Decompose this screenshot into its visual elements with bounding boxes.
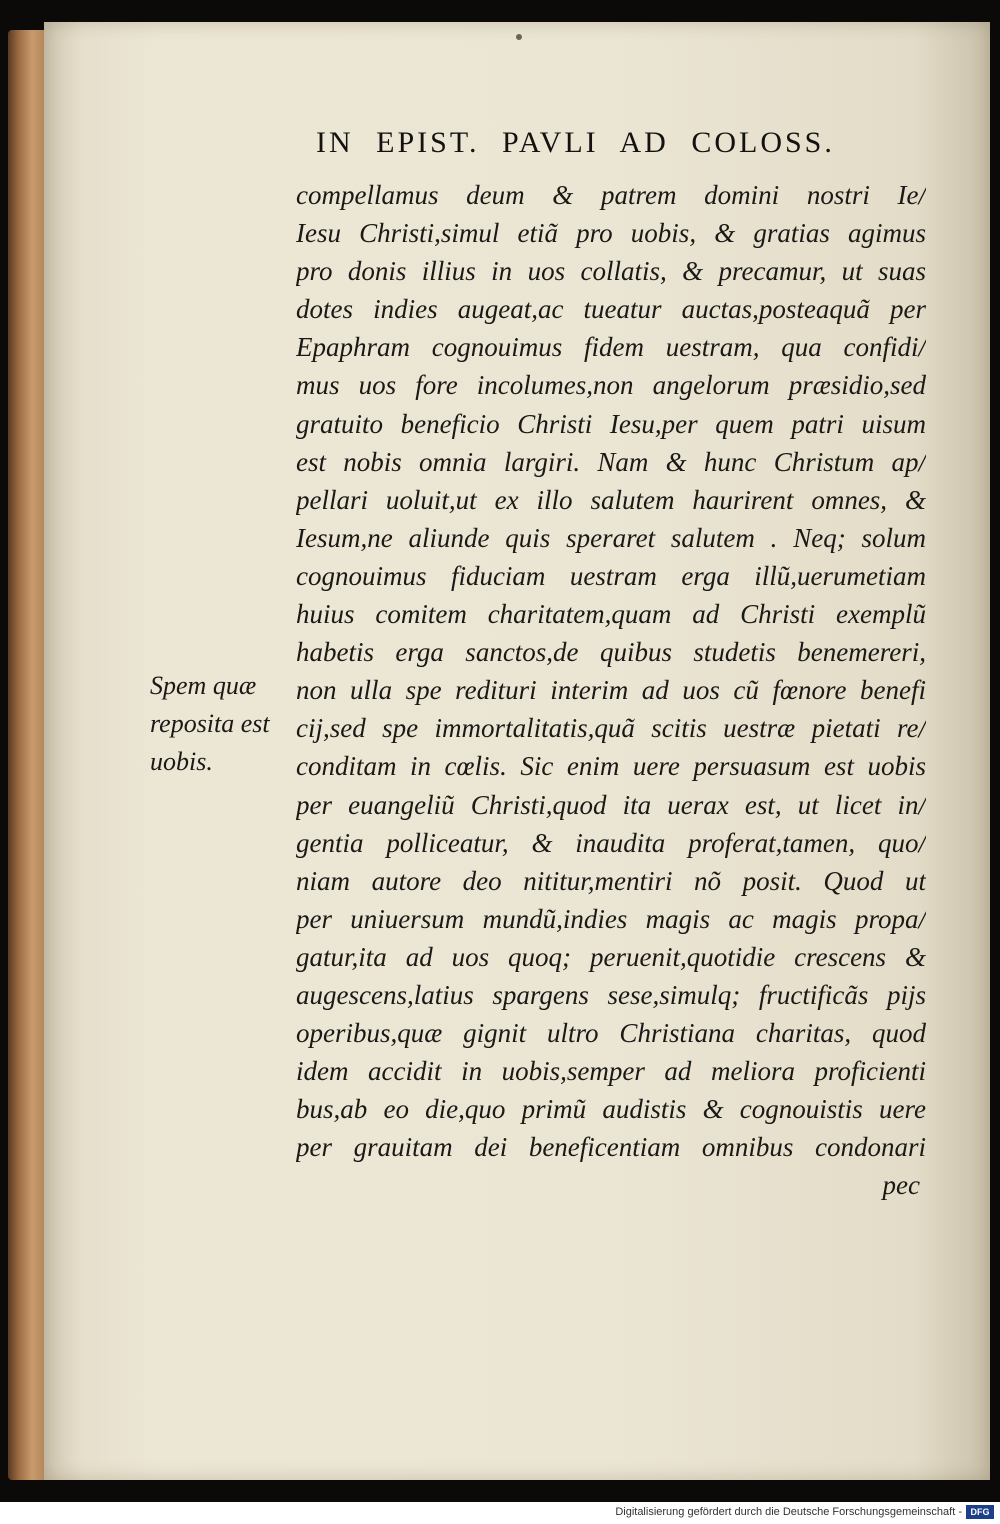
paper-speck bbox=[516, 34, 522, 40]
text-line: per uniuersum mundũ,indies magis ac magis propa/ bbox=[296, 903, 926, 934]
margin-note-line: uobis. bbox=[150, 747, 213, 776]
text-line: mus uos fore incolumes,non angelorum præsidio,sed bbox=[296, 370, 926, 401]
footer-bar bbox=[0, 1502, 1000, 1524]
text-line: cij,sed spe immortalitatis,quã scitis uestræ pietati re/ bbox=[296, 713, 926, 744]
text-line: cognouimus fiduciam uestram erga illũ,uerumetiam bbox=[296, 560, 926, 591]
text-line: pro donis illius in uos collatis, & precamur, ut suas bbox=[296, 256, 926, 287]
text-line: augescens,latius spargens sese,simulq; fructificãs pijs bbox=[296, 979, 926, 1010]
margin-note-line: reposita est bbox=[150, 709, 270, 738]
text-line: habetis erga sanctos,de quibus studetis benemereri, bbox=[296, 637, 926, 668]
text-line: dotes indies augeat,ac tueatur auctas,posteaquã per bbox=[296, 294, 926, 325]
text-line: non ulla spe redituri interim ad uos cũ fœnore benefi bbox=[296, 675, 926, 706]
text-line: idem accidit in uobis,semper ad meliora proficienti bbox=[296, 1056, 926, 1087]
margin-note-line: Spem quæ bbox=[150, 671, 257, 700]
text-line: huius comitem charitatem,quam ad Christi exemplũ bbox=[296, 599, 926, 630]
text-line: compellamus deum & patrem domini nostri Ie/ bbox=[296, 180, 926, 210]
funding-credit: Digitalisierung gefördert durch die Deutsche Forschungsgemeinschaft - bbox=[615, 1506, 962, 1518]
text-line: niam autore deo nititur,mentiri nõ posit. Quod ut bbox=[296, 865, 926, 896]
text-line: conditam in cœlis. Sic enim uere persuasum est uobis bbox=[296, 751, 926, 782]
text-line: Epaphram cognouimus fidem uestram, qua confidi/ bbox=[296, 332, 926, 363]
text-line: pellari uoluit,ut ex illo salutem haurirent omnes, & bbox=[296, 484, 926, 515]
text-line: Iesu Christi,simul etiã pro uobis, & gratias agimus bbox=[296, 218, 926, 249]
running-head: IN EPIST. PAVLI AD COLOSS. bbox=[316, 126, 835, 159]
text-line: per euangeliũ Christi,quod ita uerax est, ut licet in/ bbox=[296, 789, 926, 820]
text-line: gatur,ita ad uos quoq; peruenit,quotidie crescens & bbox=[296, 941, 926, 972]
margin-note bbox=[150, 667, 290, 781]
text-line: bus,ab eo die,quo primũ audistis & cognouistis uere bbox=[296, 1094, 926, 1125]
dfg-logo-icon: DFG bbox=[966, 1505, 994, 1519]
text-line: gentia polliceatur, & inaudita proferat,tamen, quo/ bbox=[296, 827, 926, 858]
text-line: gratuito beneficio Christi Iesu,per quem patri uisum bbox=[296, 408, 926, 439]
catchword: pec bbox=[882, 1170, 920, 1201]
text-line: est nobis omnia largiri. Nam & hunc Christum ap/ bbox=[296, 446, 926, 477]
text-line: operibus,quæ gignit ultro Christiana charitas, quod bbox=[296, 1018, 926, 1049]
text-line: Iesum,ne aliunde quis speraret salutem . Neq; solum bbox=[296, 522, 926, 553]
text-line: per grauitam dei beneficentiam omnibus condonari bbox=[296, 1132, 926, 1163]
body-text bbox=[296, 176, 926, 1205]
